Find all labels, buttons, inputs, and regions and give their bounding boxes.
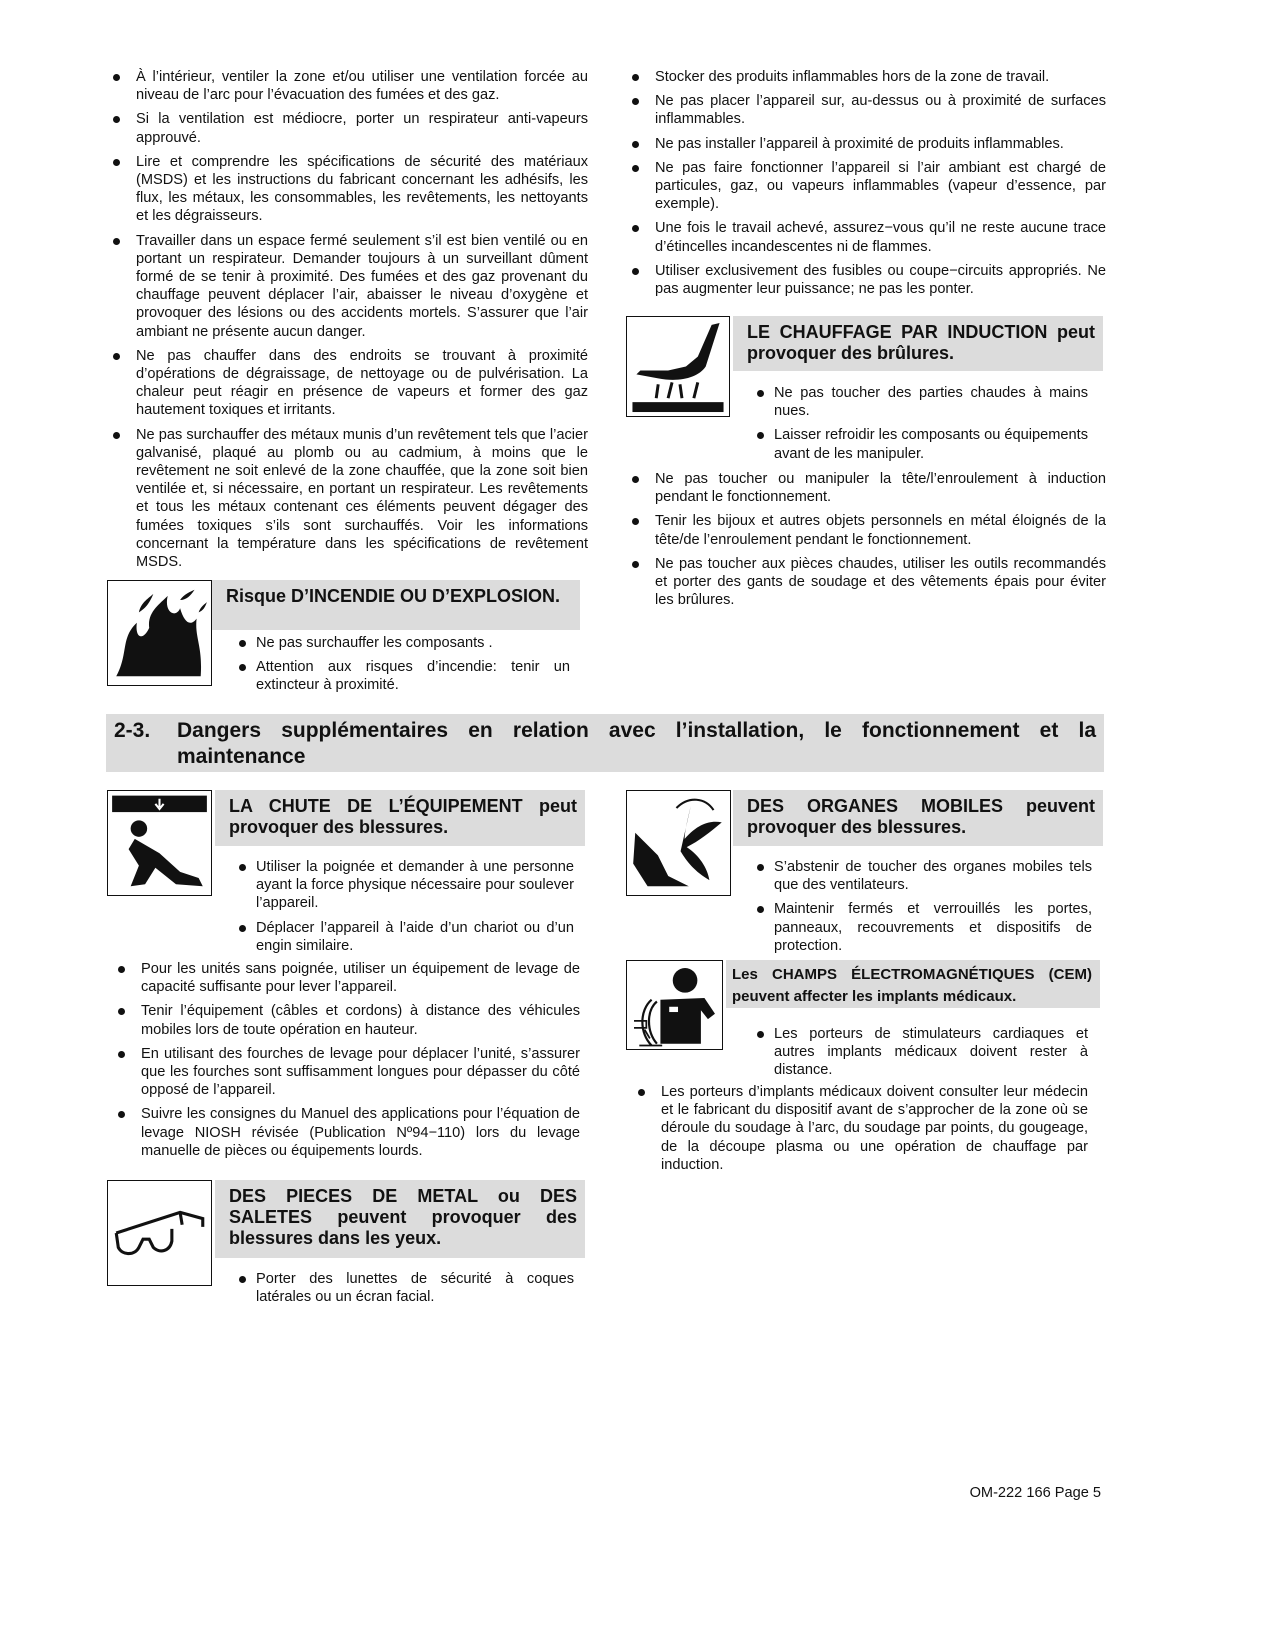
hazard-bullet: Ne pas installer l’appareil à proximité de produits inflammables. [627, 135, 1106, 153]
page-footer: OM-222 166 Page 5 [969, 1485, 1101, 1501]
emf-hazard-list [756, 1025, 1088, 1086]
hazard-bullet: Travailler dans un espace fermé seulement s’il est bien ventilé ou en portant un respirateur. Demander toujours à un surveillant dûment formé de se tenir à proximité. Des fumées et des gaz provenant du chauffage peuvent déplacer l’air, abaisser le niveau d’oxygène et provoquer des lésions ou des accidents mortels. S’assurer que l’air ambiant ne présente aucun danger. [108, 232, 588, 341]
hazard-bullet: Utiliser exclusivement des fusibles ou coupe−circuits appropriés. Ne pas augmenter leur puissance; ne pas les ponter. [627, 262, 1106, 298]
hazard-bullet: Ne pas placer l’appareil sur, au-dessus ou à proximité de surfaces inflammables. [627, 92, 1106, 128]
emf-bullet-list [756, 1025, 1088, 1080]
falling-bullet-list [238, 858, 574, 955]
hazard-bullet: Tenir les bijoux et autres objets personnels en métal éloignés de la tête/de l’enroulement pendant le fonctionnement. [627, 512, 1106, 548]
hazard-bullet: Ne pas faire fonctionner l’appareil si l’air ambiant est chargé de particules, gaz, ou vapeurs inflammables (vapeur d’essence, par exemple). [627, 159, 1106, 214]
emf-implant-icon [626, 960, 723, 1050]
hazard-bullet: Si la ventilation est médiocre, porter un respirateur anti-vapeurs approuvé. [108, 110, 588, 146]
moving-parts-title: DES ORGANES MOBILES peuvent provoquer des blessures. [733, 790, 1103, 846]
induction-hazard-list [756, 384, 1088, 469]
hot-surface-hand-icon [626, 316, 730, 417]
hazard-bullet-list [113, 960, 580, 1160]
hazard-bullet-list [108, 68, 588, 571]
fire-hazard-list [238, 634, 570, 701]
fire-bullet-list [238, 634, 570, 695]
fire-bullet: Attention aux risques d’incendie: tenir un extincteur à proximité. [238, 658, 570, 694]
induction-bullet: Ne pas toucher des parties chaudes à mains nues. [756, 384, 1088, 420]
induction-bullet-list [756, 384, 1088, 463]
right-top-hazard-list [627, 68, 1106, 304]
hazard-bullet: Stocker des produits inflammables hors de la zone de travail. [627, 68, 1106, 86]
section-number: 2-3. [114, 719, 151, 742]
hazard-bullet: Ne pas toucher ou manipuler la tête/l’enroulement à induction pendant le fonctionnement. [627, 470, 1106, 506]
emf-bullet: Les porteurs de stimulateurs cardiaques et autres implants médicaux doivent rester à distance. [756, 1025, 1088, 1080]
section-heading [106, 714, 1104, 772]
hazard-bullet: En utilisant des fourches de levage pour déplacer l’unité, s’assurer que les fourches sont suffisamment longues pour dépasser du côté opposé de l’appareil. [113, 1045, 580, 1100]
fire-hazard-title: Risque D’INCENDIE OU D’EXPLOSION. [212, 580, 580, 630]
left-top-hazard-list [108, 68, 588, 577]
eye-hazard-list [238, 1270, 574, 1312]
hazard-bullet: Suivre les consignes du Manuel des applications pour l’équation de levage NIOSH révisée (Publication Nº94−110) lors du levage manuelle de pièces ou équipements lourds. [113, 1105, 580, 1160]
moving-bullet-list [756, 858, 1092, 955]
hazard-bullet: Pour les unités sans poignée, utiliser un équipement de levage de capacité suffisante pour lever l’appareil. [113, 960, 580, 996]
falling-extra-list [113, 960, 580, 1166]
hazard-bullet: À l’intérieur, ventiler la zone et/ou utiliser une ventilation forcée au niveau de l’arc pour l’évacuation des fumées et des gaz. [108, 68, 588, 104]
hazard-bullet: Ne pas surchauffer des métaux munis d’un revêtement tels que l’acier galvanisé, plaqué au plomb ou au cadmium, à moins que le revêtement ne soit enlevé de la zone chauffée, que la zone soit bien ventilée et, si nécessaire, en portant un respirateur. Les revêtements et tous les métaux contenant ces éléments peuvent dégager des fumées toxiques s’ils sont surchauffés. Voir les informations concernant la température dans les spécifications de revêtement MSDS. [108, 426, 588, 572]
hazard-bullet: Ne pas toucher aux pièces chaudes, utiliser les outils recommandés et porter des gants de soudage et des vêtements épais pour éviter les brûlures. [627, 555, 1106, 610]
fire-icon [107, 580, 212, 686]
hazard-bullet-list [627, 68, 1106, 298]
hazard-bullet-list [633, 1083, 1088, 1174]
hazard-bullet-list [627, 470, 1106, 609]
safety-glasses-icon [107, 1180, 212, 1286]
eye-bullet-list [238, 1270, 574, 1306]
falling-equipment-icon [107, 790, 212, 896]
induction-bullet: Laisser refroidir les composants ou équipements avant de les manipuler. [756, 426, 1088, 462]
hazard-bullet: Tenir l’équipement (câbles et cordons) à distance des véhicules mobiles lors de toute opération en hauteur. [113, 1002, 580, 1038]
falling-bullet: Déplacer l’appareil à l’aide d’un chariot ou d’un engin similaire. [238, 919, 574, 955]
falling-hazard-list [238, 858, 574, 961]
fire-bullet: Ne pas surchauffer les composants . [238, 634, 570, 652]
induction-hazard-title: LE CHAUFFAGE PAR INDUCTION peut provoquer des brûlures. [733, 316, 1103, 371]
moving-parts-list [756, 858, 1092, 961]
hazard-bullet: Les porteurs d’implants médicaux doivent consulter leur médecin et le fabricant du dispositif avant de s’approcher de la zone où se déroule du soudage à l’arc, du soudage par points, du gougeage, de la découpe plasma ou une opération de chauffage par induction. [633, 1083, 1088, 1174]
falling-bullet: Utiliser la poignée et demander à une personne ayant la force physique nécessaire pour soulever l’appareil. [238, 858, 574, 913]
section-title: Dangers supplémentaires en relation avec l’installation, le fonctionnement et la maintenance [177, 719, 1096, 768]
hazard-bullet: Lire et comprendre les spécifications de sécurité des matériaux (MSDS) et les instructions du fabricant concernant les adhésifs, les flux, les métaux, les consommables, les revêtements, les nettoyants et les dégraisseurs. [108, 153, 588, 226]
moving-bullet: Maintenir fermés et verrouillés les portes, panneaux, recouvrements et dispositifs de protection. [756, 900, 1092, 955]
emf-hazard-title: Les CHAMPS ÉLECTROMAGNÉTIQUES (CEM) peuvent affecter les implants médicaux. [726, 960, 1100, 1008]
moving-parts-hand-icon [626, 790, 731, 896]
emf-extra-list [633, 1083, 1088, 1180]
eye-bullet: Porter des lunettes de sécurité à coques latérales ou un écran facial. [238, 1270, 574, 1306]
hazard-bullet: Une fois le travail achevé, assurez−vous qu’il ne reste aucune trace d’étincelles incandescentes ni de flammes. [627, 219, 1106, 255]
moving-bullet: S’abstenir de toucher des organes mobiles tels que des ventilateurs. [756, 858, 1092, 894]
induction-extra-list [627, 470, 1106, 615]
falling-hazard-title: LA CHUTE DE L’ÉQUIPEMENT peut provoquer des blessures. [215, 790, 585, 846]
eye-hazard-title: DES PIECES DE METAL ou DES SALETES peuvent provoquer des blessures dans les yeux. [215, 1180, 585, 1258]
hazard-bullet: Ne pas chauffer dans des endroits se trouvant à proximité d’opérations de dégraissage, de nettoyage ou de pulvérisation. La chaleur peut réagir en présence de vapeurs et former des gaz hautement toxiques et irritants. [108, 347, 588, 420]
